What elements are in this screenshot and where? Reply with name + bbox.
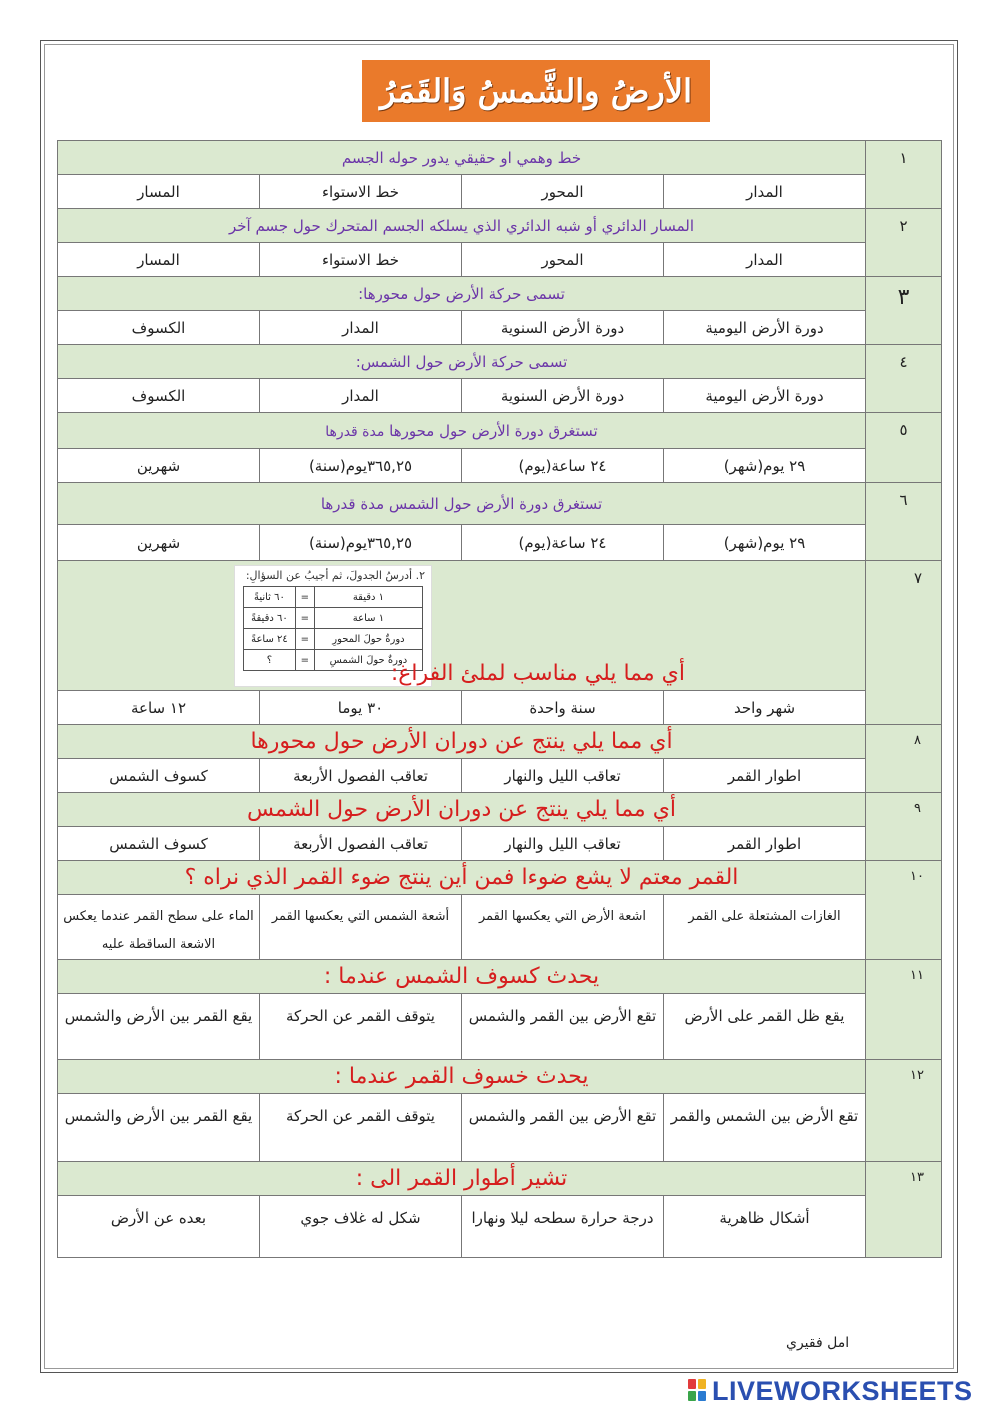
answer-option[interactable]: المسار (58, 243, 260, 277)
question-stem-text: تستغرق دورة الأرض حول محورها (389, 421, 598, 440)
answer-option[interactable]: شهرين (58, 525, 260, 561)
questions-table (57, 140, 942, 1258)
answer-option[interactable]: ٢٤ ساعة(يوم) (462, 525, 664, 561)
liveworksheets-logo-icon (688, 1379, 708, 1403)
answer-option[interactable]: تقع الأرض بين الشمس والقمر (664, 1094, 866, 1162)
answer-option[interactable]: الكسوف (58, 379, 260, 413)
mini-cell: دورةٌ حولَ الشمسِ (314, 650, 422, 671)
answer-option[interactable]: دورة الأرض السنوية (462, 379, 664, 413)
mini-cell: ٦٠ ثانيةً (244, 587, 296, 608)
answer-option[interactable]: بعده عن الأرض (58, 1196, 260, 1258)
question-stem: تسمى حركة الأرض حول الشمس: (58, 345, 866, 379)
answer-option[interactable]: ٢٩ يوم(شهر) (664, 525, 866, 561)
answer-option[interactable]: خط الاستواء (260, 175, 462, 209)
question-stem: المسار الدائري أو شبه الدائري الذي يسلكه الجسم المتحرك حول جسم آخر (58, 209, 866, 243)
answer-option[interactable]: ١٢ ساعة (58, 691, 260, 725)
question-stem (58, 561, 866, 691)
answer-option[interactable]: خط الاستواء (260, 243, 462, 277)
answer-option[interactable]: المسار (58, 175, 260, 209)
question-stem: تستغرق دورة الأرض حول الشمس مدة قدرها (58, 483, 866, 525)
question-number: ٩ (866, 793, 942, 861)
mini-cell: ٦٠ دقيقةً (244, 608, 296, 629)
answer-option[interactable]: الغازات المشتعلة على القمر (664, 895, 866, 960)
answer-option[interactable]: أشعة الشمس التي يعكسها القمر (260, 895, 462, 960)
answer-option[interactable]: تعاقب الفصول الأربعة (260, 827, 462, 861)
answer-option[interactable]: شهرين (58, 449, 260, 483)
answer-option[interactable]: دورة الأرض اليومية (664, 379, 866, 413)
mini-cell: دورةٌ حولَ المحورِ (314, 629, 422, 650)
answer-option[interactable]: يتوقف القمر عن الحركة (260, 1094, 462, 1162)
answer-option[interactable]: أشكال ظاهرية (664, 1196, 866, 1258)
answer-option[interactable]: ٢٤ ساعة(يوم) (462, 449, 664, 483)
question-number: ٨ (866, 725, 942, 793)
answer-option[interactable]: المدار (664, 243, 866, 277)
answer-option[interactable]: تعاقب الليل والنهار (462, 827, 664, 861)
answer-option[interactable]: اشعة الأرض التي يعكسها القمر (462, 895, 664, 960)
answer-option[interactable]: ٣٠ يوما (260, 691, 462, 725)
answer-option[interactable]: الماء على سطح القمر عندما يعكس الاشعة الساقطة عليه (58, 895, 260, 960)
author-name: امل فقيري (786, 1335, 850, 1351)
question-stem: يحدث كسوف الشمس عندما : (58, 960, 866, 994)
answer-option[interactable]: سنة واحدة (462, 691, 664, 725)
answer-option[interactable]: دورة الأرض اليومية (664, 311, 866, 345)
answer-option[interactable]: درجة حرارة سطحه ليلا ونهارا (462, 1196, 664, 1258)
mini-cell: = (295, 608, 314, 629)
footer-brand-text: LIVEWORKSHEETS (712, 1375, 973, 1406)
question-stem: أي مما يلي ينتج عن دوران الأرض حول الشمس (58, 793, 866, 827)
mini-cell: ١ ساعة (314, 608, 422, 629)
answer-option[interactable]: المحور (462, 175, 664, 209)
mini-cell: ؟ (244, 650, 296, 671)
mini-cell: = (295, 629, 314, 650)
question-number: ١٢ (866, 1060, 942, 1162)
answer-option[interactable]: المدار (260, 379, 462, 413)
answer-option[interactable]: كسوف الشمس (58, 827, 260, 861)
answer-option[interactable]: المدار (260, 311, 462, 345)
answer-option[interactable]: ٣٦٥,٢٥يوم(سنة) (260, 449, 462, 483)
answer-option[interactable]: يقع ظل القمر على الأرض (664, 994, 866, 1060)
answer-option[interactable]: المدار (664, 175, 866, 209)
question-stem: خط وهمي او حقيقي يدور حوله الجسم (58, 141, 866, 175)
question-number: ١٠ (866, 861, 942, 960)
mini-cell: ٢٤ ساعةً (244, 629, 296, 650)
question-number: ١١ (866, 960, 942, 1060)
question-number: ٧ (866, 561, 942, 725)
answer-option[interactable]: ٢٩ يوم(شهر) (664, 449, 866, 483)
answer-option[interactable]: اطوار القمر (664, 827, 866, 861)
mini-cell: = (295, 587, 314, 608)
answer-option[interactable]: تقع الأرض بين القمر والشمس (462, 994, 664, 1060)
answer-option[interactable]: اطوار القمر (664, 759, 866, 793)
question-stem-text: أي مما يلي مناسب لملئ الفراغ: (390, 661, 685, 686)
answer-option[interactable]: كسوف الشمس (58, 759, 260, 793)
image-heading: ٢. أدرسُ الجدولَ، ثم أجيبُ عن السؤالِ: (245, 569, 425, 582)
question-stem: يحدث خسوف القمر عندما : (58, 1060, 866, 1094)
answer-option[interactable]: ٣٦٥,٢٥يوم(سنة) (260, 525, 462, 561)
question-stem: تشير أطوار القمر الى : (58, 1162, 866, 1196)
question-stem-suffix: مدة قدرها (325, 423, 385, 440)
mini-table (243, 586, 423, 671)
mini-cell: = (295, 650, 314, 671)
answer-option[interactable]: شكل له غلاف جوي (260, 1196, 462, 1258)
question-stem: تسمى حركة الأرض حول محورها: (58, 277, 866, 311)
question-stem: القمر معتم لا يشع ضوءا فمن أين ينتج ضوء القمر الذي نراه ؟ (58, 861, 866, 895)
question-number: ١٣ (866, 1162, 942, 1258)
question-number: ٢ (866, 209, 942, 277)
question-number: ٣ (866, 277, 942, 345)
answer-option[interactable]: تقع الأرض بين القمر والشمس (462, 1094, 664, 1162)
answer-option[interactable]: تعاقب الليل والنهار (462, 759, 664, 793)
mini-cell: ١ دقيقة (314, 587, 422, 608)
answer-option[interactable]: تعاقب الفصول الأربعة (260, 759, 462, 793)
question-stem (58, 413, 866, 449)
question-stem: أي مما يلي ينتج عن دوران الأرض حول محورها (58, 725, 866, 759)
answer-option[interactable]: المحور (462, 243, 664, 277)
question-number: ٦ (866, 483, 942, 561)
question-number: ١ (866, 141, 942, 209)
answer-option[interactable]: دورة الأرض السنوية (462, 311, 664, 345)
answer-option[interactable]: يقع القمر بين الأرض والشمس (58, 1094, 260, 1162)
answer-option[interactable]: شهر واحد (664, 691, 866, 725)
worksheet-title: الأرضُ والشَّمسُ وَالقَمَرُ (362, 60, 710, 122)
answer-option[interactable]: الكسوف (58, 311, 260, 345)
question-number: ٥ (866, 413, 942, 483)
question-number: ٤ (866, 345, 942, 413)
answer-option[interactable]: يتوقف القمر عن الحركة (260, 994, 462, 1060)
answer-option[interactable]: يقع القمر بين الأرض والشمس (58, 994, 260, 1060)
footer-brand (688, 1376, 973, 1406)
